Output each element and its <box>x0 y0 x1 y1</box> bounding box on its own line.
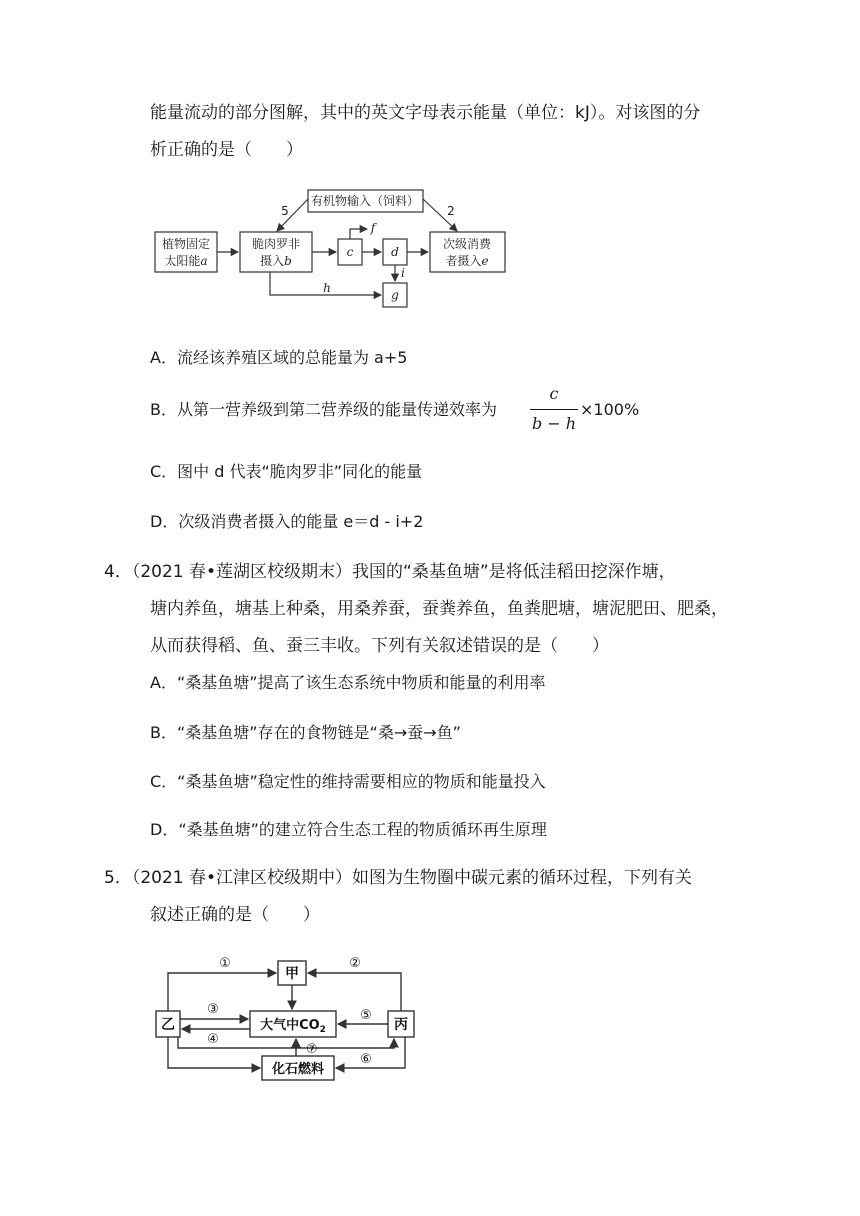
energy-flow-diagram <box>145 185 520 320</box>
fraction-denominator: b − h <box>531 414 577 433</box>
q4-option-a: A．“桑基鱼塘”提高了该生态系统中物质和能量的利用率 <box>150 673 546 692</box>
fish-label-2: 摄入 <box>260 254 285 268</box>
num-1: ① <box>219 956 231 971</box>
consumer-label-2: 者摄入 <box>445 254 482 268</box>
q4-option-b: B．“桑基鱼塘”存在的食物链是“桑→蚕→鱼” <box>150 723 461 742</box>
arrow-1 <box>168 973 276 1011</box>
q3-stem-line2: 析正确的是（ ） <box>150 140 303 160</box>
svg-text:者摄入e <box>445 253 488 268</box>
fish-label-1: 脆肉罗非 <box>251 237 301 251</box>
q3-option-d: D．次级消费者摄入的能量 e＝d - i+2 <box>150 512 424 531</box>
fraction-bar <box>530 409 578 410</box>
h-label: h <box>323 281 331 295</box>
c-label: c <box>346 245 354 259</box>
q3-option-a: A．流经该养殖区域的总能量为 a+5 <box>150 348 408 367</box>
svg-text:摄入b <box>260 253 292 268</box>
q4-stem-line1: 4．（2021 春•莲湖区校级期末）我国的“桑基鱼塘”是将低洼稻田挖深作塘， <box>104 562 676 582</box>
arrow-2 <box>308 973 401 1011</box>
jia-label: 甲 <box>285 966 299 982</box>
num-3: ③ <box>207 1002 219 1017</box>
arrow-c-to-f <box>350 229 367 239</box>
plant-var-a: a <box>200 254 208 268</box>
svg-text:大气中CO2 <box>260 1017 326 1035</box>
plant-label-1: 植物固定 <box>161 237 211 251</box>
q4-stem-line3: 从而获得稻、鱼、蚕三丰收。下列有关叙述错误的是（ ） <box>150 636 609 656</box>
yi-label: 乙 <box>161 1017 175 1033</box>
q3-option-b-fraction <box>530 384 578 436</box>
q4-option-d: D．“桑基鱼塘”的建立符合生态工程的物质循环再生原理 <box>150 820 547 839</box>
i-label: i <box>401 266 405 280</box>
consumer-var-e: e <box>481 254 489 268</box>
bing-label: 丙 <box>394 1017 408 1033</box>
num-6: ⑥ <box>360 1052 372 1067</box>
q4-stem-line2: 塘内养鱼，塘基上种桑，用桑养蚕，蚕粪养鱼，鱼粪肥塘，塘泥肥田、肥桑， <box>150 599 728 619</box>
q3-option-c: C．图中 d 代表“脆肉罗非”同化的能量 <box>150 462 423 481</box>
fraction-numerator: c <box>549 384 559 403</box>
co2-label: 大气中CO <box>260 1018 320 1033</box>
q3-option-b-suffix: ×100% <box>580 400 640 419</box>
edge-5-label: 5 <box>281 204 289 218</box>
d-label: d <box>391 245 399 259</box>
q3-stem-line1: 能量流动的部分图解，其中的英文字母表示能量（单位：kJ）。对该图的分 <box>150 103 701 123</box>
fish-var-b: b <box>284 254 292 268</box>
g-label: g <box>391 288 399 302</box>
svg-text:太阳能a <box>164 253 207 268</box>
f-label: f <box>370 221 376 235</box>
q5-stem-line2: 叙述正确的是（ ） <box>150 905 320 925</box>
q4-option-c: C．“桑基鱼塘”稳定性的维持需要相应的物质和能量投入 <box>150 772 546 791</box>
num-2: ② <box>349 956 361 971</box>
co2-subscript: 2 <box>319 1025 326 1035</box>
consumer-label-1: 次级消费 <box>442 237 492 251</box>
edge-2-label: 2 <box>447 204 455 218</box>
plant-label-2: 太阳能 <box>164 254 201 268</box>
num-5: ⑤ <box>360 1008 372 1023</box>
q3-option-b-text: B．从第一营养级到第二营养级的能量传递效率为 <box>150 400 497 419</box>
carbon-cycle-diagram <box>150 945 440 1085</box>
fossil-label: 化石燃料 <box>271 1062 325 1077</box>
q5-stem-line1: 5．（2021 春•江津区校级期中）如图为生物圈中碳元素的循环过程，下列有关 <box>104 868 693 888</box>
organic-input-label: 有机物输入（饲料） <box>310 194 420 208</box>
num-4: ④ <box>207 1032 219 1047</box>
num-7: ⑦ <box>306 1042 318 1057</box>
